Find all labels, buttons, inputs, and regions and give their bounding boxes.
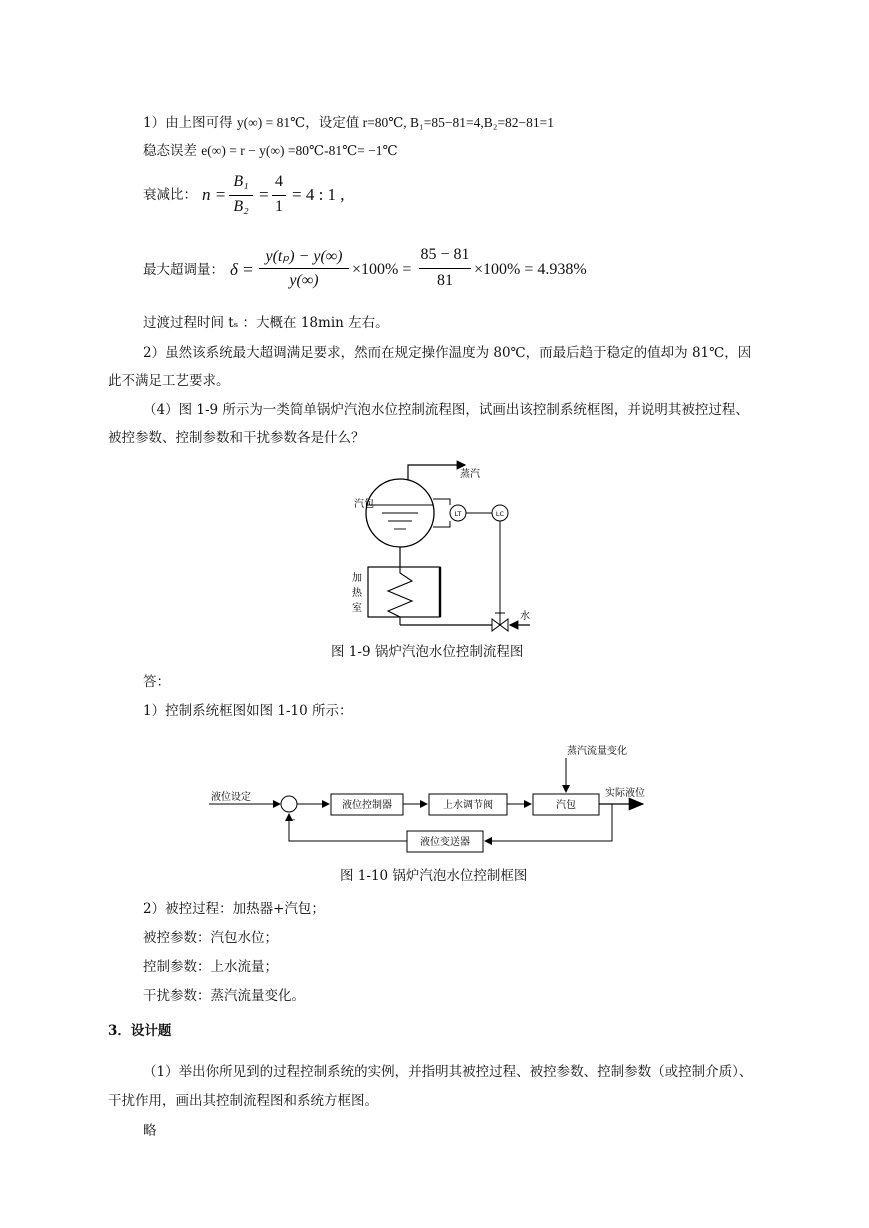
decay-ratio-equals: = (259, 185, 269, 204)
overshoot-fraction-bar-1 (259, 268, 349, 269)
svg-text:上水调节阀: 上水调节阀 (443, 800, 493, 811)
decay-ratio-fraction-bar-1 (229, 195, 253, 196)
transition-time-line: 过渡过程时间 tₛ ：大概在 18min 左右。 (143, 315, 389, 331)
output-label: 实际液位 (605, 788, 645, 799)
summing-minus-sign: - (292, 815, 296, 825)
overshoot-fraction-bar-2 (419, 268, 471, 269)
answer-1: 1）控制系统框图如图 1-10 所示： (143, 703, 353, 719)
overshoot-numerator-1: y(tₚ) − y(∞) (265, 248, 343, 265)
figure-1-9-caption: 图 1-9 锅炉汽泡水位控制流程图 (331, 644, 524, 660)
setpoint-label: 液位设定 (211, 792, 251, 803)
steam-label: 蒸汽 (460, 469, 480, 480)
overshoot-result: ×100% = 4.938% (474, 261, 587, 278)
feedback-path-left (289, 814, 407, 841)
figure-1-10-block-diagram (205, 738, 665, 858)
overshoot-multiplier: ×100% = (352, 261, 412, 278)
answer-2-disturbance: 干扰参数：蒸汽流量变化。 (143, 988, 305, 1004)
section-3-heading: 3．设计题 (108, 1023, 172, 1039)
overshoot-numerator-2: 85 − 81 (420, 246, 470, 263)
design-question-1-line-2: 干扰作用，画出其控制流程图和系统方框图。 (108, 1093, 378, 1109)
overshoot-denominator-2: 81 (437, 272, 453, 289)
design-question-1-line-1: （1）举出你所见到的过程控制系统的实例，并指明其被控过程、被控参数、控制参数（或控制介质）、 (143, 1064, 753, 1080)
answer-2-process: 2）被控过程：加热器+汽包； (143, 901, 325, 917)
heater-label-2: 热 (352, 588, 362, 599)
decay-ratio-label: 衰减比： (143, 187, 197, 203)
svg-text:汽包: 汽包 (556, 800, 576, 811)
svg-text:液位变送器: 液位变送器 (420, 837, 470, 848)
water-label: 水 (520, 611, 530, 622)
question-4-line-1: （4）图 1-9 所示为一类简单锅炉汽泡水位控制流程图，试画出该控制系统框图，并说明其被控过程、 (143, 402, 749, 418)
paragraph-2-line-1: 2）虽然该系统最大超调满足要求，然而在规定操作温度为 80℃，而最后趋于稳定的值却为 81℃，因 (143, 345, 752, 361)
decay-ratio-denominator-2: 1 (275, 198, 283, 215)
decay-ratio-numerator-2: 4 (275, 173, 283, 190)
decay-ratio-result: = 4 : 1 , (292, 185, 345, 204)
summing-junction (281, 796, 297, 812)
answer-label: 答： (143, 674, 170, 690)
decay-ratio-lhs: n = (202, 185, 227, 204)
answer-2-manipulated-variable: 控制参数：上水流量； (143, 959, 278, 975)
lt-impulse-lines (433, 499, 450, 527)
decay-ratio-denominator-1: B₂ (233, 198, 249, 215)
answer-line-1-formula: y(∞) = 81℃，设定值 r=80℃, B₁=85−81=4,B₂=82−81=1 (236, 115, 555, 130)
heater-label-1: 加 (352, 573, 362, 584)
overshoot-label: 最大超调量： (143, 262, 224, 278)
answer-line-1-prefix: 1）由上图可得 (143, 115, 233, 131)
decay-ratio-numerator-1: B₁ (233, 173, 249, 190)
svg-text:液位控制器: 液位控制器 (342, 800, 392, 811)
answer-2-controlled-variable: 被控参数：汽包水位； (143, 930, 278, 946)
overshoot-denominator-1: y(∞) (289, 272, 319, 289)
drum-label: 汽包 (354, 499, 374, 510)
paragraph-2-line-2: 此不满足工艺要求。 (108, 373, 230, 389)
figure-1-10-caption: 图 1-10 锅炉汽泡水位控制框图 (340, 868, 528, 884)
svg-text:LT: LT (454, 510, 462, 518)
answer-line-1 (143, 114, 554, 132)
question-4-line-2: 被控参数、控制参数和干扰参数各是什么？ (108, 430, 365, 446)
disturbance-label: 蒸汽流量变化 (567, 746, 627, 757)
overshoot-lhs: δ = (230, 260, 254, 279)
steady-state-error-formula: e(∞) = r − y(∞) =80℃-81℃= −1℃ (201, 143, 398, 158)
figure-1-9-boiler-diagram (340, 455, 540, 635)
heater-chamber (368, 567, 440, 617)
steady-state-error-line (143, 142, 398, 160)
steady-state-error-label: 稳态误差 (143, 143, 197, 159)
decay-ratio-fraction-bar-2 (272, 195, 286, 196)
heater-label-3: 室 (352, 603, 362, 614)
svg-text:LC: LC (495, 510, 505, 518)
omitted-answer: 略 (143, 1123, 157, 1139)
